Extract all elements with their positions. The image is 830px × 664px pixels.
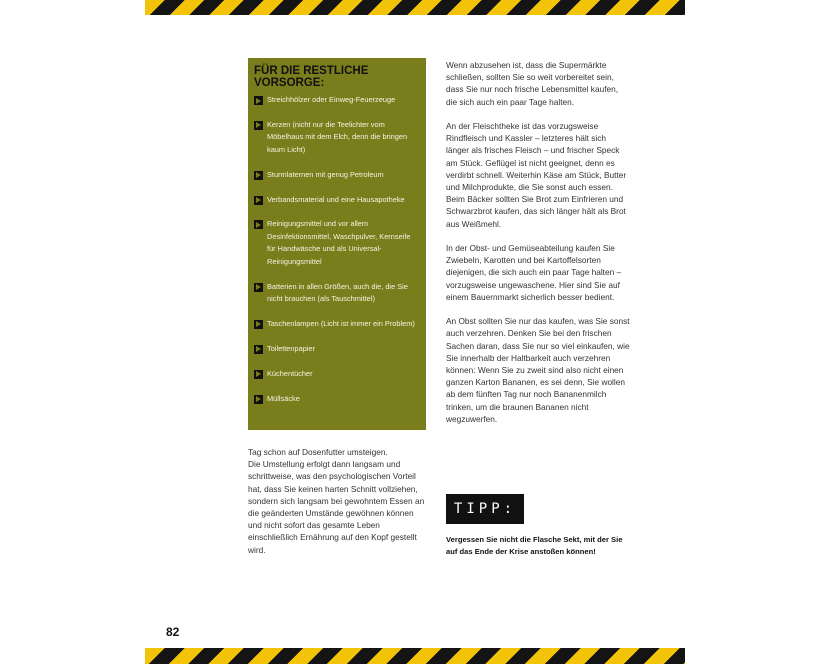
arrow-bullet-icon — [254, 96, 263, 105]
page-number: 82 — [166, 625, 180, 639]
checklist-item: Taschenlampen (Licht ist immer ein Problem) — [254, 318, 421, 330]
arrow-bullet-icon — [254, 196, 263, 205]
checklist-item: Batterien in allen Größen, auch die, die Sie nicht brauchen (als Tauschmittel) — [254, 281, 421, 306]
hazard-stripe-top — [145, 0, 685, 15]
left-body-text: Tag schon auf Dosenfutter umsteigen. Die Umstellung erfolgt dann langsam und schrittweise, was den psychologischen Vorteil hat, dass Sie keinen harten Schnitt vollziehen, sondern sich langsam bei gewohntem Essen an die geänderten Umstände gewöhnen können und nicht sofort das gesamte Leben einschließlich Ernährung auf den Kopf gestellt wird. — [248, 447, 425, 555]
checklist-item: Toilettenpapier — [254, 343, 421, 355]
checklist-item: Sturmlaternen mit genug Petroleum — [254, 169, 421, 181]
arrow-bullet-icon — [254, 395, 263, 404]
checklist-item: Streichhölzer oder Einweg-Feuerzeuge — [254, 94, 421, 106]
arrow-bullet-icon — [254, 220, 263, 229]
arrow-bullet-icon — [254, 283, 263, 292]
checklist — [254, 94, 421, 405]
checklist-item: Müllsäcke — [254, 393, 421, 405]
checklist-item: Verbandsmaterial und eine Hausapotheke — [254, 194, 421, 206]
arrow-bullet-icon — [254, 171, 263, 180]
right-body-text: Wenn abzusehen ist, dass die Supermärkte schließen, sollten Sie so weit vorbereitet sein, dass Sie nur noch frische Lebensmittel kaufen, die sich auch ein paar Tage halten. An der Fleischtheke ist das vorzugsweise Rindfleisch und Kassler – letzteres hält sich länger als frisches Fleisch – und frischer Speck am Stück. Geflügel ist nicht geeignet, denn es verdirbt schnell. Weiterhin Käse am Stück, Butter und Milchprodukte, die Sie sonst auch essen. Beim Bäcker sollten Sie Brot zum Einfrieren und Schwarzbrot kaufen, das sich länger hält als Brot aus Weißmehl. In der Obst- und Gemüseabteilung kaufen Sie Zwiebeln, Karotten und bei Kartoffelsorten diejenigen, die sich auch ein paar Tage halten – vorzugsweise ungewaschene. Hier sind Sie auf einem Bauernmarkt sicherlich besser bedient. An Obst sollten Sie nur das kaufen, was Sie sonst auch verzehren. Denken Sie bei den frischen Sachen daran, dass Sie nur so viel einkaufen, wie Sie innerhalb der Haltbarkeit auch verzehren können: Wenn Sie zu zweit sind also nicht einen ganzen Karton Bananen, es sei denn, Sie wollen ab dem fünften Tag nur noch Bananenmilch trinken, um die braunen Bananen nicht wegzuwerfen. — [446, 60, 630, 424]
checklist-title: FÜR DIE RESTLICHE VORSORGE: — [254, 65, 369, 89]
arrow-bullet-icon — [254, 121, 263, 130]
tipp-text: Vergessen Sie nicht die Flasche Sekt, mit der Sie auf das Ende der Krise anstoßen können! — [446, 535, 623, 556]
checklist-box — [248, 58, 426, 430]
hazard-stripe-bottom — [145, 648, 685, 664]
arrow-bullet-icon — [254, 345, 263, 354]
checklist-item: Küchentücher — [254, 368, 421, 380]
checklist-item: Reinigungsmittel und vor allem Desinfektionsmittel, Waschpulver, Kernseife für Handwäsche und als Universal-Reinigungsmittel — [254, 218, 421, 268]
checklist-item: Kerzen (nicht nur die Teelichter vom Möbelhaus mit dem Elch, denn die bringen kaum Licht) — [254, 119, 421, 156]
arrow-bullet-icon — [254, 370, 263, 379]
tipp-label: TIPP: — [446, 494, 524, 524]
arrow-bullet-icon — [254, 320, 263, 329]
